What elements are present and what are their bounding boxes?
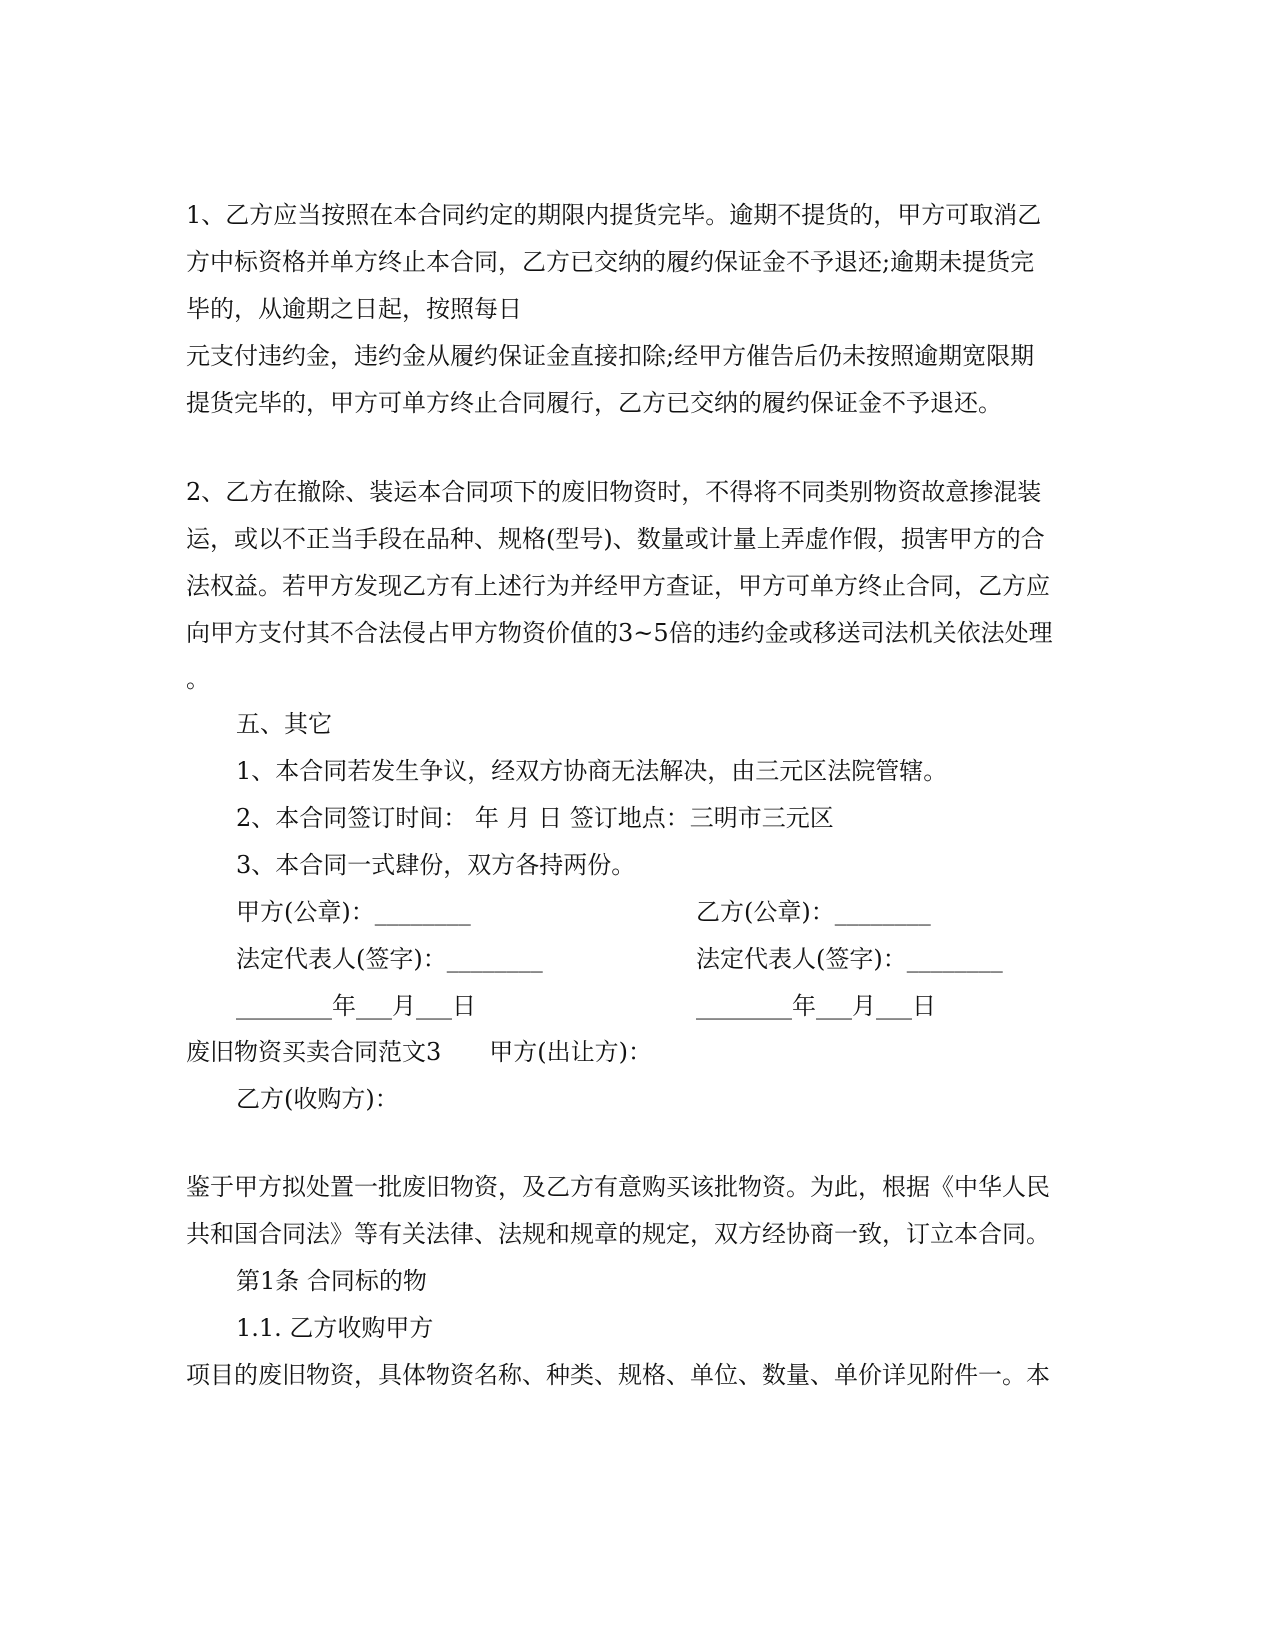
clause-line: 1.1. 乙方收购甲方	[236, 1314, 434, 1342]
party-b-date: ________年___月___日	[696, 992, 936, 1020]
paragraph-line: 法权益。若甲方发现乙方有上述行为并经甲方查证，甲方可单方终止合同，乙方应	[186, 572, 1050, 600]
paragraph-line: 方中标资格并单方终止本合同，乙方已交纳的履约保证金不予退还;逾期未提货完	[186, 248, 1035, 276]
paragraph-line: 3、本合同一式肆份，双方各持两份。	[236, 851, 636, 879]
party-b-label: 乙方(收购方)：	[236, 1085, 399, 1113]
party-b-seal: 乙方(公章)：________	[696, 898, 931, 926]
paragraph-line: 运，或以不正当手段在品种、规格(型号)、数量或计量上弄虚作假，损害甲方的合	[186, 525, 1045, 553]
paragraph-line: 。	[186, 665, 210, 693]
party-a-date: ________年___月___日	[236, 992, 476, 1020]
paragraph-line: 元支付违约金，违约金从履约保证金直接扣除;经甲方催告后仍未按照逾期宽限期	[186, 342, 1035, 370]
party-a-seal: 甲方(公章)：________	[236, 898, 471, 926]
paragraph-line: 1、本合同若发生争议，经双方协商无法解决，由三元区法院管辖。	[236, 757, 948, 785]
paragraph-line: 2、本合同签订时间： 年 月 日 签订地点：三明市三元区	[236, 804, 834, 832]
paragraph-line: 毕的，从逾期之日起，按照每日	[186, 295, 522, 323]
paragraph-line: 2、乙方在撤除、装运本合同项下的废旧物资时，不得将不同类别物资故意掺混装	[186, 478, 1042, 506]
paragraph-line: 共和国合同法》等有关法律、法规和规章的规定，双方经协商一致，订立本合同。	[186, 1220, 1050, 1248]
paragraph-line: 提货完毕的，甲方可单方终止合同履行，乙方已交纳的履约保证金不予退还。	[186, 389, 1002, 417]
paragraph-line: 1、乙方应当按照在本合同约定的期限内提货完毕。逾期不提货的，甲方可取消乙	[186, 201, 1042, 229]
paragraph-line: 鉴于甲方拟处置一批废旧物资，及乙方有意购买该批物资。为此，根据《中华人民	[186, 1173, 1050, 1201]
paragraph-line: 项目的废旧物资，具体物资名称、种类、规格、单位、数量、单价详见附件一。本	[186, 1361, 1050, 1389]
contract-title-line: 废旧物资买卖合同范文3 甲方(出让方)：	[186, 1038, 652, 1066]
paragraph-line: 向甲方支付其不合法侵占甲方物资价值的3~5倍的违约金或移送司法机关依法处理	[186, 619, 1053, 647]
article-heading: 第1条 合同标的物	[236, 1267, 427, 1295]
party-b-representative: 法定代表人(签字)：________	[696, 945, 1003, 973]
party-a-representative: 法定代表人(签字)：________	[236, 945, 543, 973]
section-heading: 五、其它	[236, 710, 332, 738]
